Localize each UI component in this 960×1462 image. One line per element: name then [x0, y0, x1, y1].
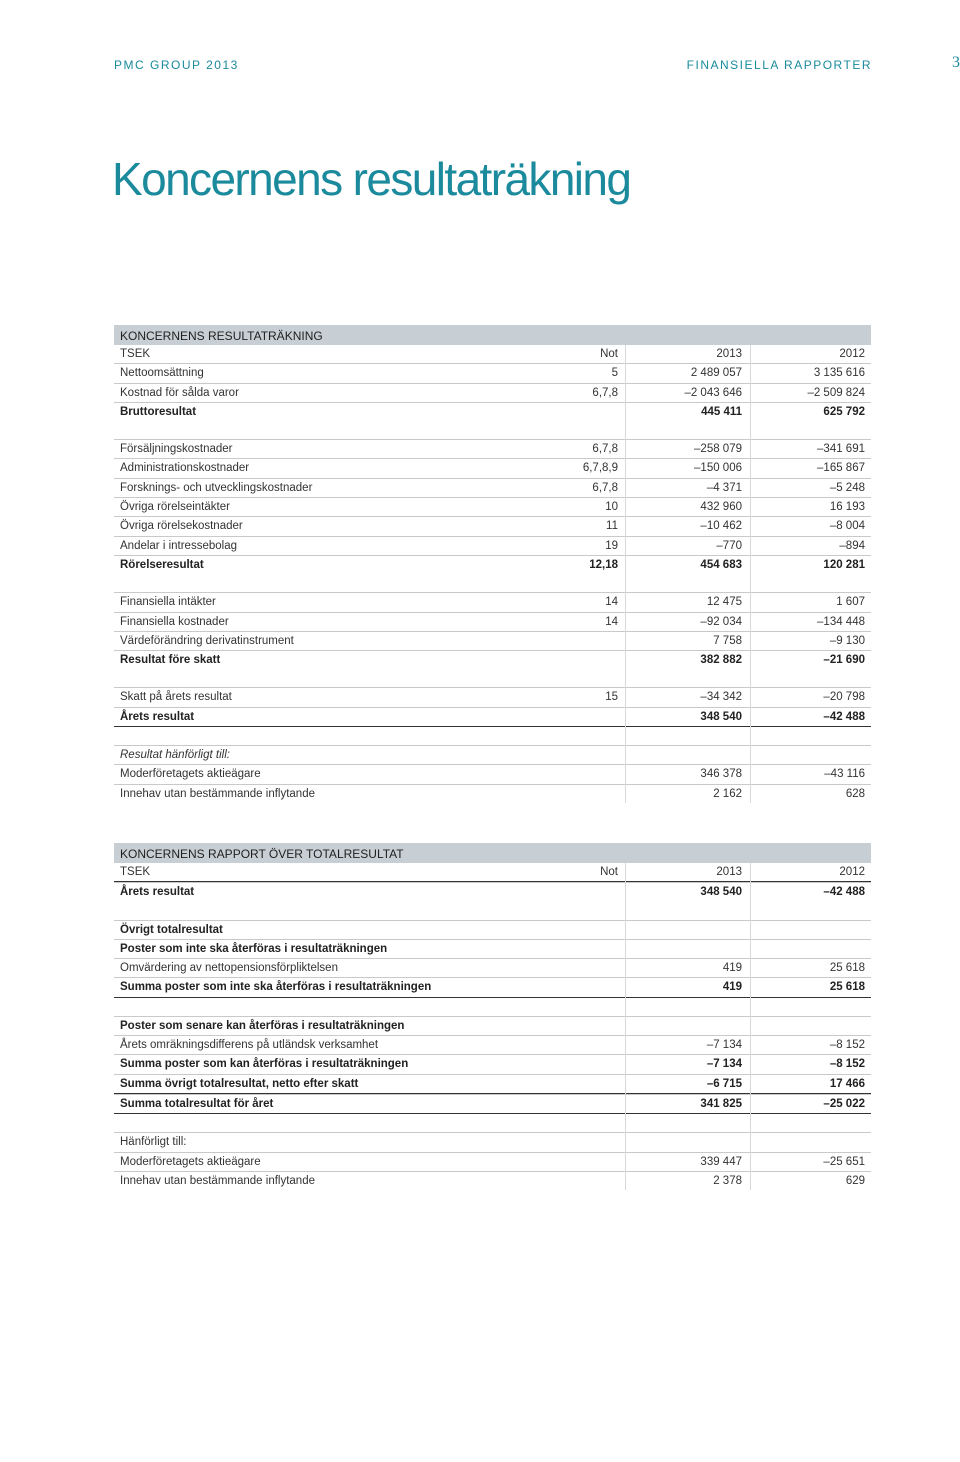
row-label: Rörelseresultat: [120, 558, 204, 571]
row-value-2012: –20 798: [823, 691, 865, 704]
table-row: [114, 1074, 871, 1094]
row-note: 14: [605, 615, 618, 628]
column-divider: [750, 345, 751, 803]
table-row: [114, 458, 871, 477]
row-note: 6,7,8: [592, 481, 618, 494]
table-row: [114, 1016, 871, 1035]
row-label: Årets resultat: [120, 710, 195, 723]
row-value-2013: 445 411: [701, 405, 742, 418]
column-divider: [625, 345, 626, 803]
row-note: 12,18: [589, 558, 618, 571]
table-row: [114, 745, 871, 764]
table-row: [114, 687, 871, 706]
page-number: 3: [952, 54, 960, 71]
row-value-2013: 12 475: [706, 596, 742, 609]
table-heading: KONCERNENS RESULTATRÄKNING: [114, 325, 871, 345]
column-header-row: [114, 345, 871, 363]
column-divider: [750, 863, 751, 1190]
row-note: 19: [605, 539, 618, 552]
col-header-not: Not: [600, 866, 618, 878]
row-label: Resultat före skatt: [120, 654, 221, 667]
row-value-2013: 419: [722, 962, 742, 975]
row-value-2013: –10 462: [700, 520, 742, 533]
row-value-2012: –42 488: [823, 886, 865, 899]
table-heading: KONCERNENS RAPPORT ÖVER TOTALRESULTAT: [114, 843, 871, 863]
row-value-2012: 628: [845, 787, 865, 800]
row-value-2013: –92 034: [700, 615, 742, 628]
row-value-2012: –2 509 824: [807, 386, 865, 399]
row-label: Årets resultat: [120, 886, 195, 899]
row-note: 14: [605, 596, 618, 609]
row-value-2013: –4 371: [706, 481, 742, 494]
row-value-2012: –8 152: [829, 1039, 865, 1052]
table-row: [114, 363, 871, 382]
table-row: [114, 592, 871, 611]
row-label: Forsknings- och utvecklingskostnader: [120, 481, 313, 494]
row-value-2012: 1 607: [836, 596, 865, 609]
row-label: Summa poster som inte ska återföras i resultaträkningen: [120, 981, 432, 994]
row-value-2012: 625 792: [823, 405, 865, 418]
col-header-2012: 2012: [839, 348, 865, 360]
row-note: 10: [605, 501, 618, 514]
row-label: Hänförligt till:: [120, 1136, 187, 1149]
table-row: [114, 402, 871, 421]
row-label: Bruttoresultat: [120, 405, 197, 418]
row-label: Försäljningskostnader: [120, 443, 233, 456]
row-label: Summa totalresultat för året: [120, 1097, 274, 1110]
row-note: 6,7,8,9: [582, 462, 618, 475]
table-row: [114, 939, 871, 958]
row-label: Nettoomsättning: [120, 367, 204, 380]
table-row: [114, 1054, 871, 1073]
spacer-row: [114, 1114, 871, 1132]
row-value-2012: –21 690: [823, 654, 865, 667]
row-value-2012: –341 691: [817, 443, 865, 456]
row-value-2012: –8 152: [829, 1058, 865, 1071]
row-value-2013: 341 825: [700, 1097, 742, 1110]
row-value-2012: 16 193: [829, 501, 865, 514]
col-header-2013: 2013: [716, 348, 742, 360]
table-row: [114, 478, 871, 497]
row-value-2013: 432 960: [700, 501, 742, 514]
row-note: 11: [606, 520, 618, 533]
comprehensive-income-table: [114, 843, 871, 1190]
row-label: Moderföretagets aktieägare: [120, 768, 261, 781]
table-row: [114, 764, 871, 783]
row-label: Övriga rörelseintäkter: [120, 501, 230, 514]
row-value-2012: –165 867: [817, 462, 865, 475]
table-row: [114, 631, 871, 650]
row-value-2013: –258 079: [694, 443, 742, 456]
col-header-not: Not: [600, 348, 618, 360]
row-value-2012: –43 116: [824, 768, 865, 781]
row-value-2013: 348 540: [700, 886, 742, 899]
table-row: [114, 516, 871, 535]
table-row: [114, 707, 871, 727]
row-label: Kostnad för sålda varor: [120, 386, 239, 399]
row-value-2012: –9 130: [829, 634, 865, 647]
row-note: 5: [611, 367, 618, 380]
row-label: Poster som inte ska återföras i resultaträkningen: [120, 942, 388, 955]
col-header-label: TSEK: [120, 866, 151, 878]
row-label: Årets omräkningsdifferens på utländsk verksamhet: [120, 1039, 379, 1052]
table-row: [114, 920, 871, 939]
row-value-2013: 454 683: [700, 558, 742, 571]
spacer-row: [114, 998, 871, 1016]
row-value-2013: 2 378: [713, 1174, 742, 1187]
spacer-row: [114, 421, 871, 439]
spacer-row: [114, 902, 871, 920]
row-value-2012: 25 618: [829, 981, 865, 994]
column-divider: [625, 863, 626, 1190]
row-value-2013: –7 134: [706, 1039, 742, 1052]
row-value-2013: 419: [722, 981, 742, 994]
table-row: [114, 536, 871, 555]
table-row: [114, 1094, 871, 1114]
row-value-2012: 120 281: [823, 558, 865, 571]
row-value-2012: 629: [845, 1174, 865, 1187]
table-row: [114, 497, 871, 516]
table-row: [114, 1152, 871, 1171]
income-statement-table: [114, 325, 871, 803]
table-row: [114, 977, 871, 997]
row-value-2012: 25 618: [829, 962, 865, 975]
header-section: FINANSIELLA RAPPORTER: [686, 58, 872, 72]
column-header-row: [114, 863, 871, 882]
row-value-2012: –5 248: [829, 481, 865, 494]
row-value-2013: –7 134: [706, 1058, 742, 1071]
table-row: [114, 1035, 871, 1054]
row-value-2013: 2 162: [713, 787, 742, 800]
row-value-2013: 348 540: [700, 710, 742, 723]
row-note: 6,7,8: [592, 443, 618, 456]
table-row: [114, 1171, 871, 1190]
table-row: [114, 383, 871, 402]
row-label: Poster som senare kan återföras i resultaträkningen: [120, 1019, 405, 1032]
row-label: Administrationskostnader: [120, 462, 250, 475]
row-value-2012: –894: [839, 539, 865, 552]
row-label: Innehav utan bestämmande inflytande: [120, 1174, 315, 1187]
header-left: PMC GROUP 2013: [114, 58, 239, 72]
row-label: Finansiella intäkter: [120, 596, 216, 609]
row-label: Summa poster som kan återföras i resultaträkningen: [120, 1058, 409, 1071]
row-note: 6,7,8: [592, 386, 618, 399]
row-value-2013: 382 882: [700, 654, 742, 667]
row-label: Finansiella kostnader: [120, 615, 229, 628]
row-value-2012: 17 466: [829, 1077, 865, 1090]
row-value-2013: 7 758: [713, 634, 742, 647]
row-value-2013: –6 715: [706, 1077, 742, 1090]
col-header-2013: 2013: [716, 866, 742, 878]
row-note: 15: [605, 691, 618, 704]
row-value-2013: 2 489 057: [690, 367, 742, 380]
row-value-2013: –770: [716, 539, 742, 552]
row-value-2013: –2 043 646: [684, 386, 742, 399]
row-label: Moderföretagets aktieägare: [120, 1155, 261, 1168]
table-row: [114, 882, 871, 901]
table-row: [114, 958, 871, 977]
row-value-2013: –150 006: [694, 462, 742, 475]
col-header-label: TSEK: [120, 348, 151, 360]
table-row: [114, 439, 871, 458]
table-row: [114, 612, 871, 631]
spacer-row: [114, 727, 871, 745]
row-label: Skatt på årets resultat: [120, 691, 232, 704]
row-label: Innehav utan bestämmande inflytande: [120, 787, 315, 800]
row-value-2012: –25 022: [823, 1097, 865, 1110]
row-label: Övriga rörelsekostnader: [120, 520, 243, 533]
spacer-row: [114, 574, 871, 592]
row-value-2013: 346 378: [700, 768, 742, 781]
row-value-2012: –8 004: [829, 520, 865, 533]
row-value-2012: –25 651: [823, 1155, 865, 1168]
row-value-2012: 3 135 616: [813, 367, 865, 380]
col-header-2012: 2012: [839, 866, 865, 878]
row-label: Resultat hänförligt till:: [120, 749, 230, 762]
table-row: [114, 650, 871, 669]
page-title: Koncernens resultaträkning: [112, 153, 631, 205]
row-value-2013: 339 447: [700, 1155, 742, 1168]
row-value-2012: –42 488: [823, 710, 865, 723]
row-label: Omvärdering av nettopensionsförpliktelsen: [120, 962, 338, 975]
row-value-2013: –34 342: [700, 691, 742, 704]
table-row: [114, 784, 871, 803]
row-label: Övrigt totalresultat: [120, 923, 223, 936]
row-label: Värdeförändring derivatinstrument: [120, 634, 294, 647]
spacer-row: [114, 669, 871, 687]
row-label: Summa övrigt totalresultat, netto efter skatt: [120, 1077, 359, 1090]
row-value-2012: –134 448: [817, 615, 865, 628]
table-row: [114, 1132, 871, 1151]
row-label: Andelar i intressebolag: [120, 539, 237, 552]
table-row: [114, 555, 871, 574]
